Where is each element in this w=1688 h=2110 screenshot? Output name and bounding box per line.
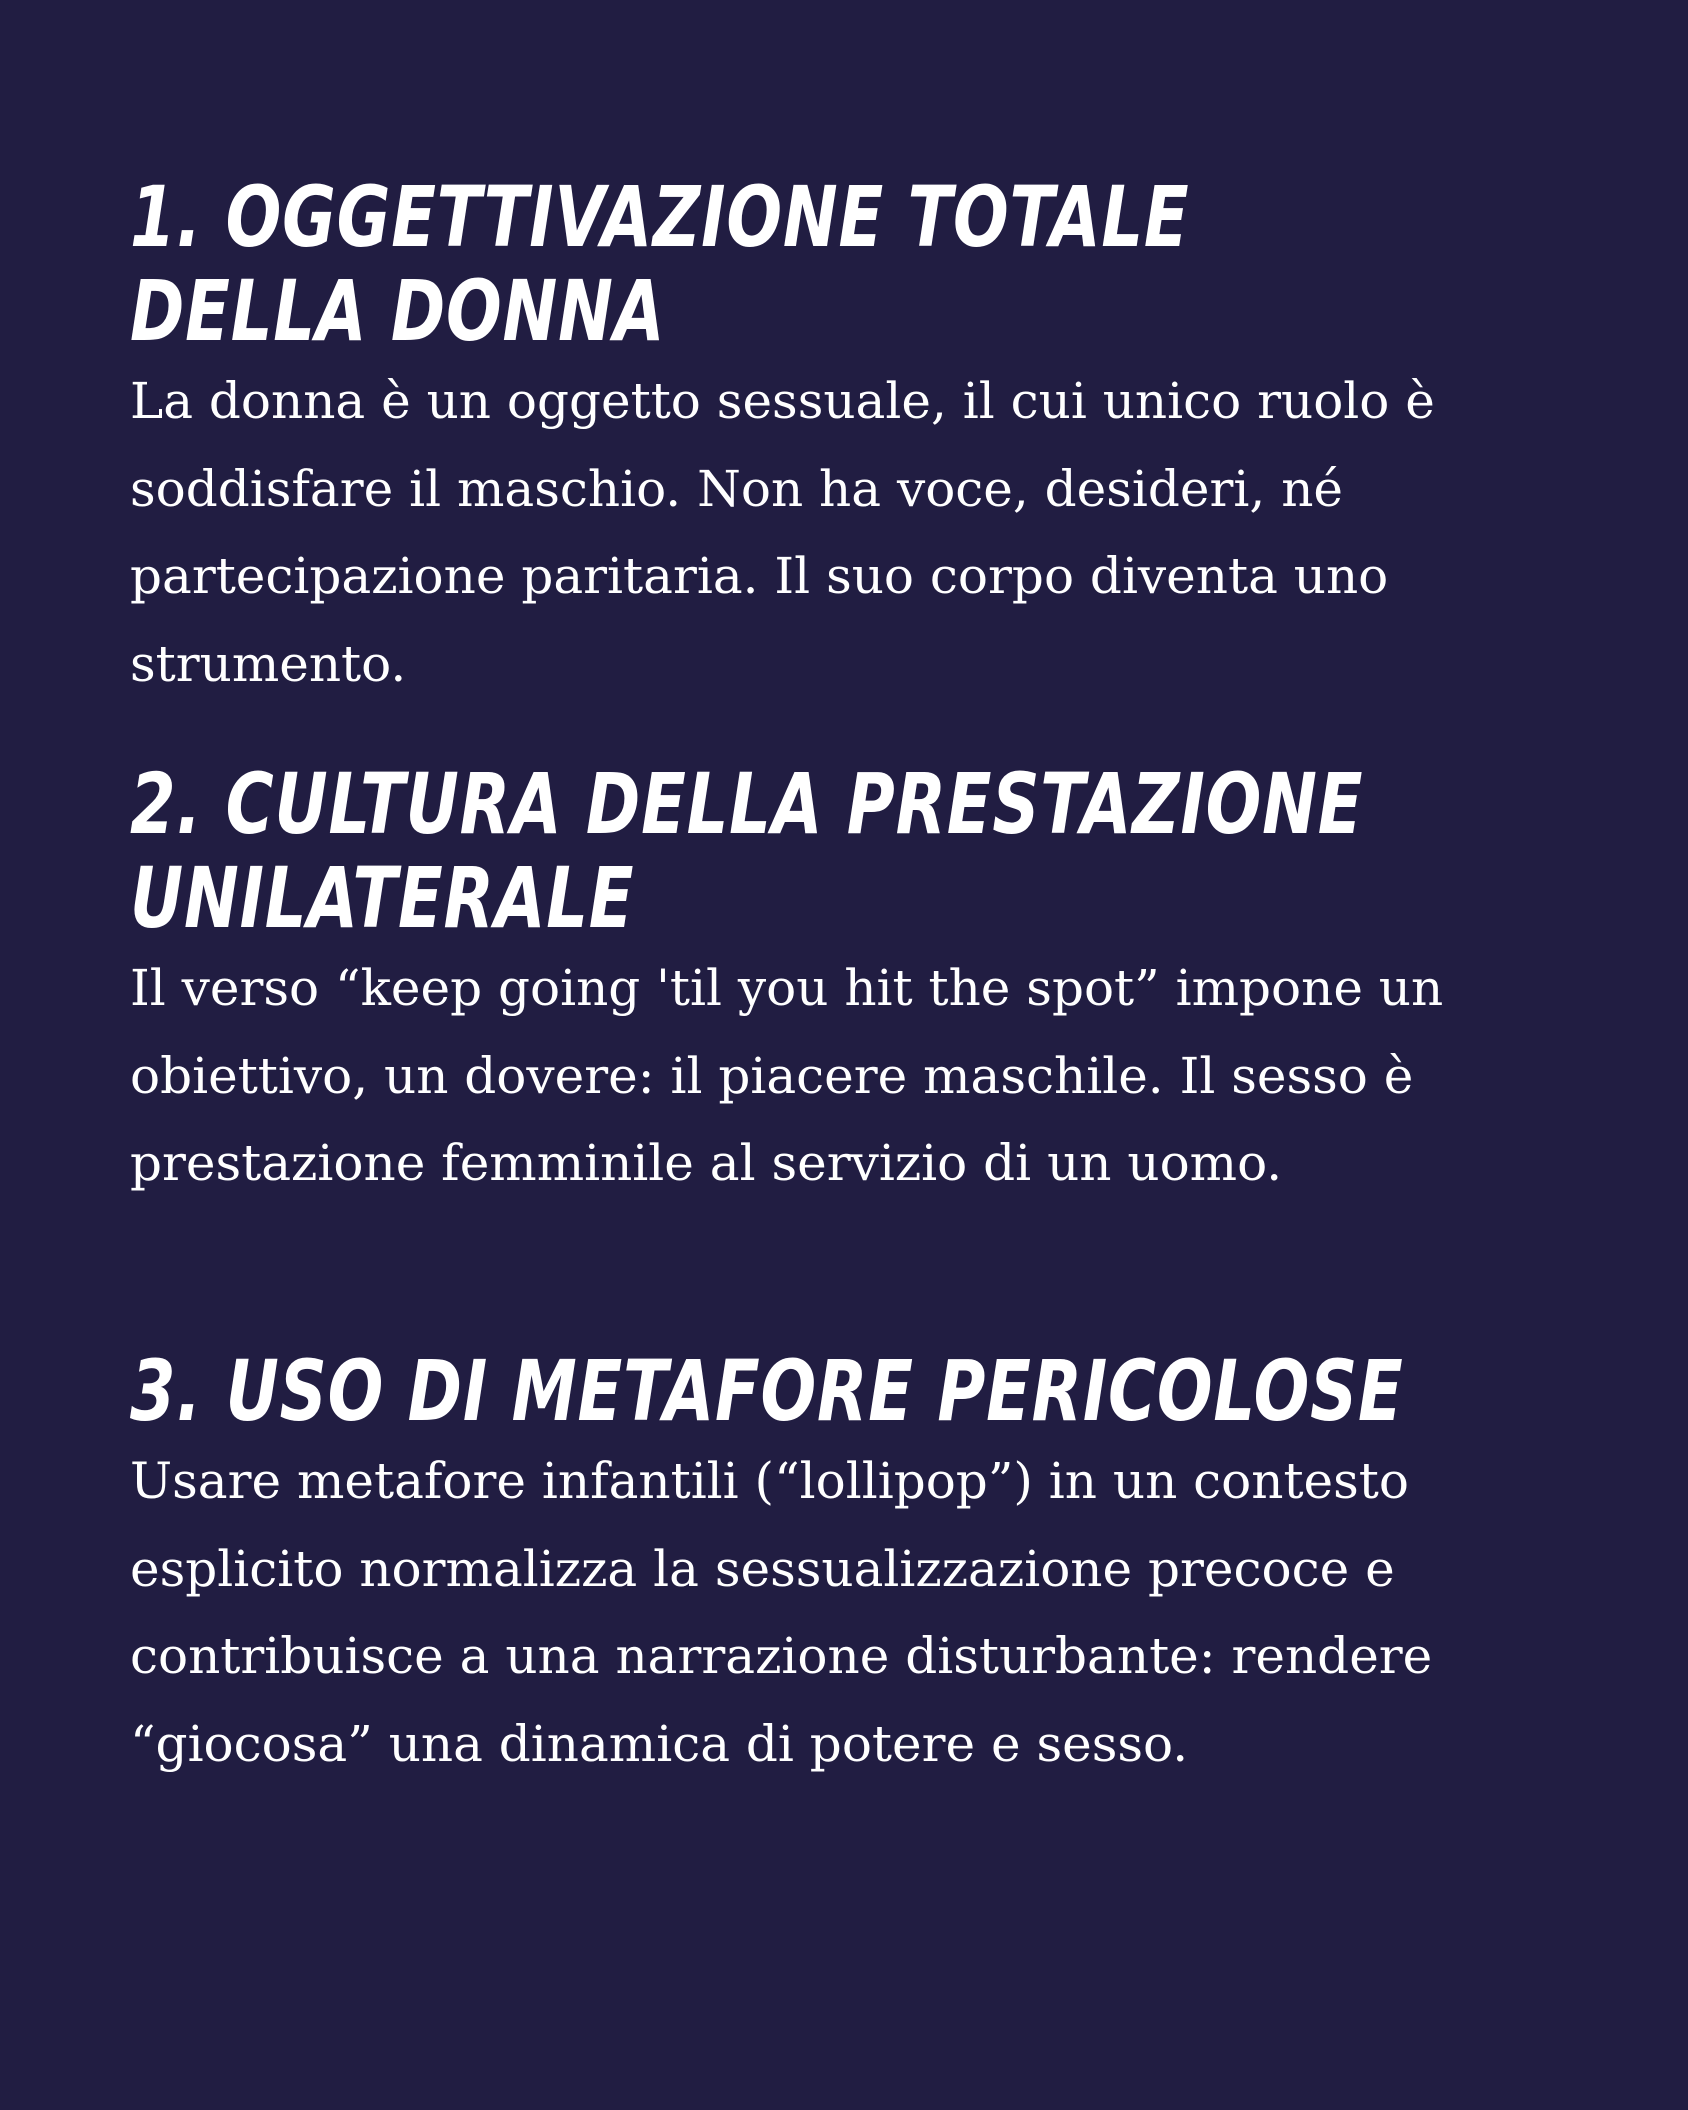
section-dangerous-metaphors <box>130 1344 1530 1788</box>
section-body: Il verso “keep going 'til you hit the spot” impone un obiettivo, un dovere: il piacere maschile. Il sesso è prestazione femminile al servizio di un uomo. <box>130 959 1444 1192</box>
section-heading: 1. OGGETTIVAZIONE TOTALE DELLA DONNA <box>130 168 1190 360</box>
section-performance-culture <box>130 757 1530 1208</box>
section-body: La donna è un oggetto sessuale, il cui unico ruolo è soddisfare il maschio. Non ha voce, desideri, né partecipazione paritaria. Il suo corpo diventa uno strumento. <box>130 372 1435 693</box>
section-heading: 3. USO DI METAFORE PERICOLOSE <box>130 1342 1404 1440</box>
section-body: Usare metafore infantili (“lollipop”) in un contesto esplicito normalizza la sessualizzazione precoce e contribuisce a una narrazione disturbante: rendere “giocosa” una dinamica di potere e sesso. <box>130 1452 1433 1773</box>
section-heading: 2. CULTURA DELLA PRESTAZIONE UNILATERALE <box>130 755 1364 947</box>
section-objectification <box>130 170 1530 708</box>
